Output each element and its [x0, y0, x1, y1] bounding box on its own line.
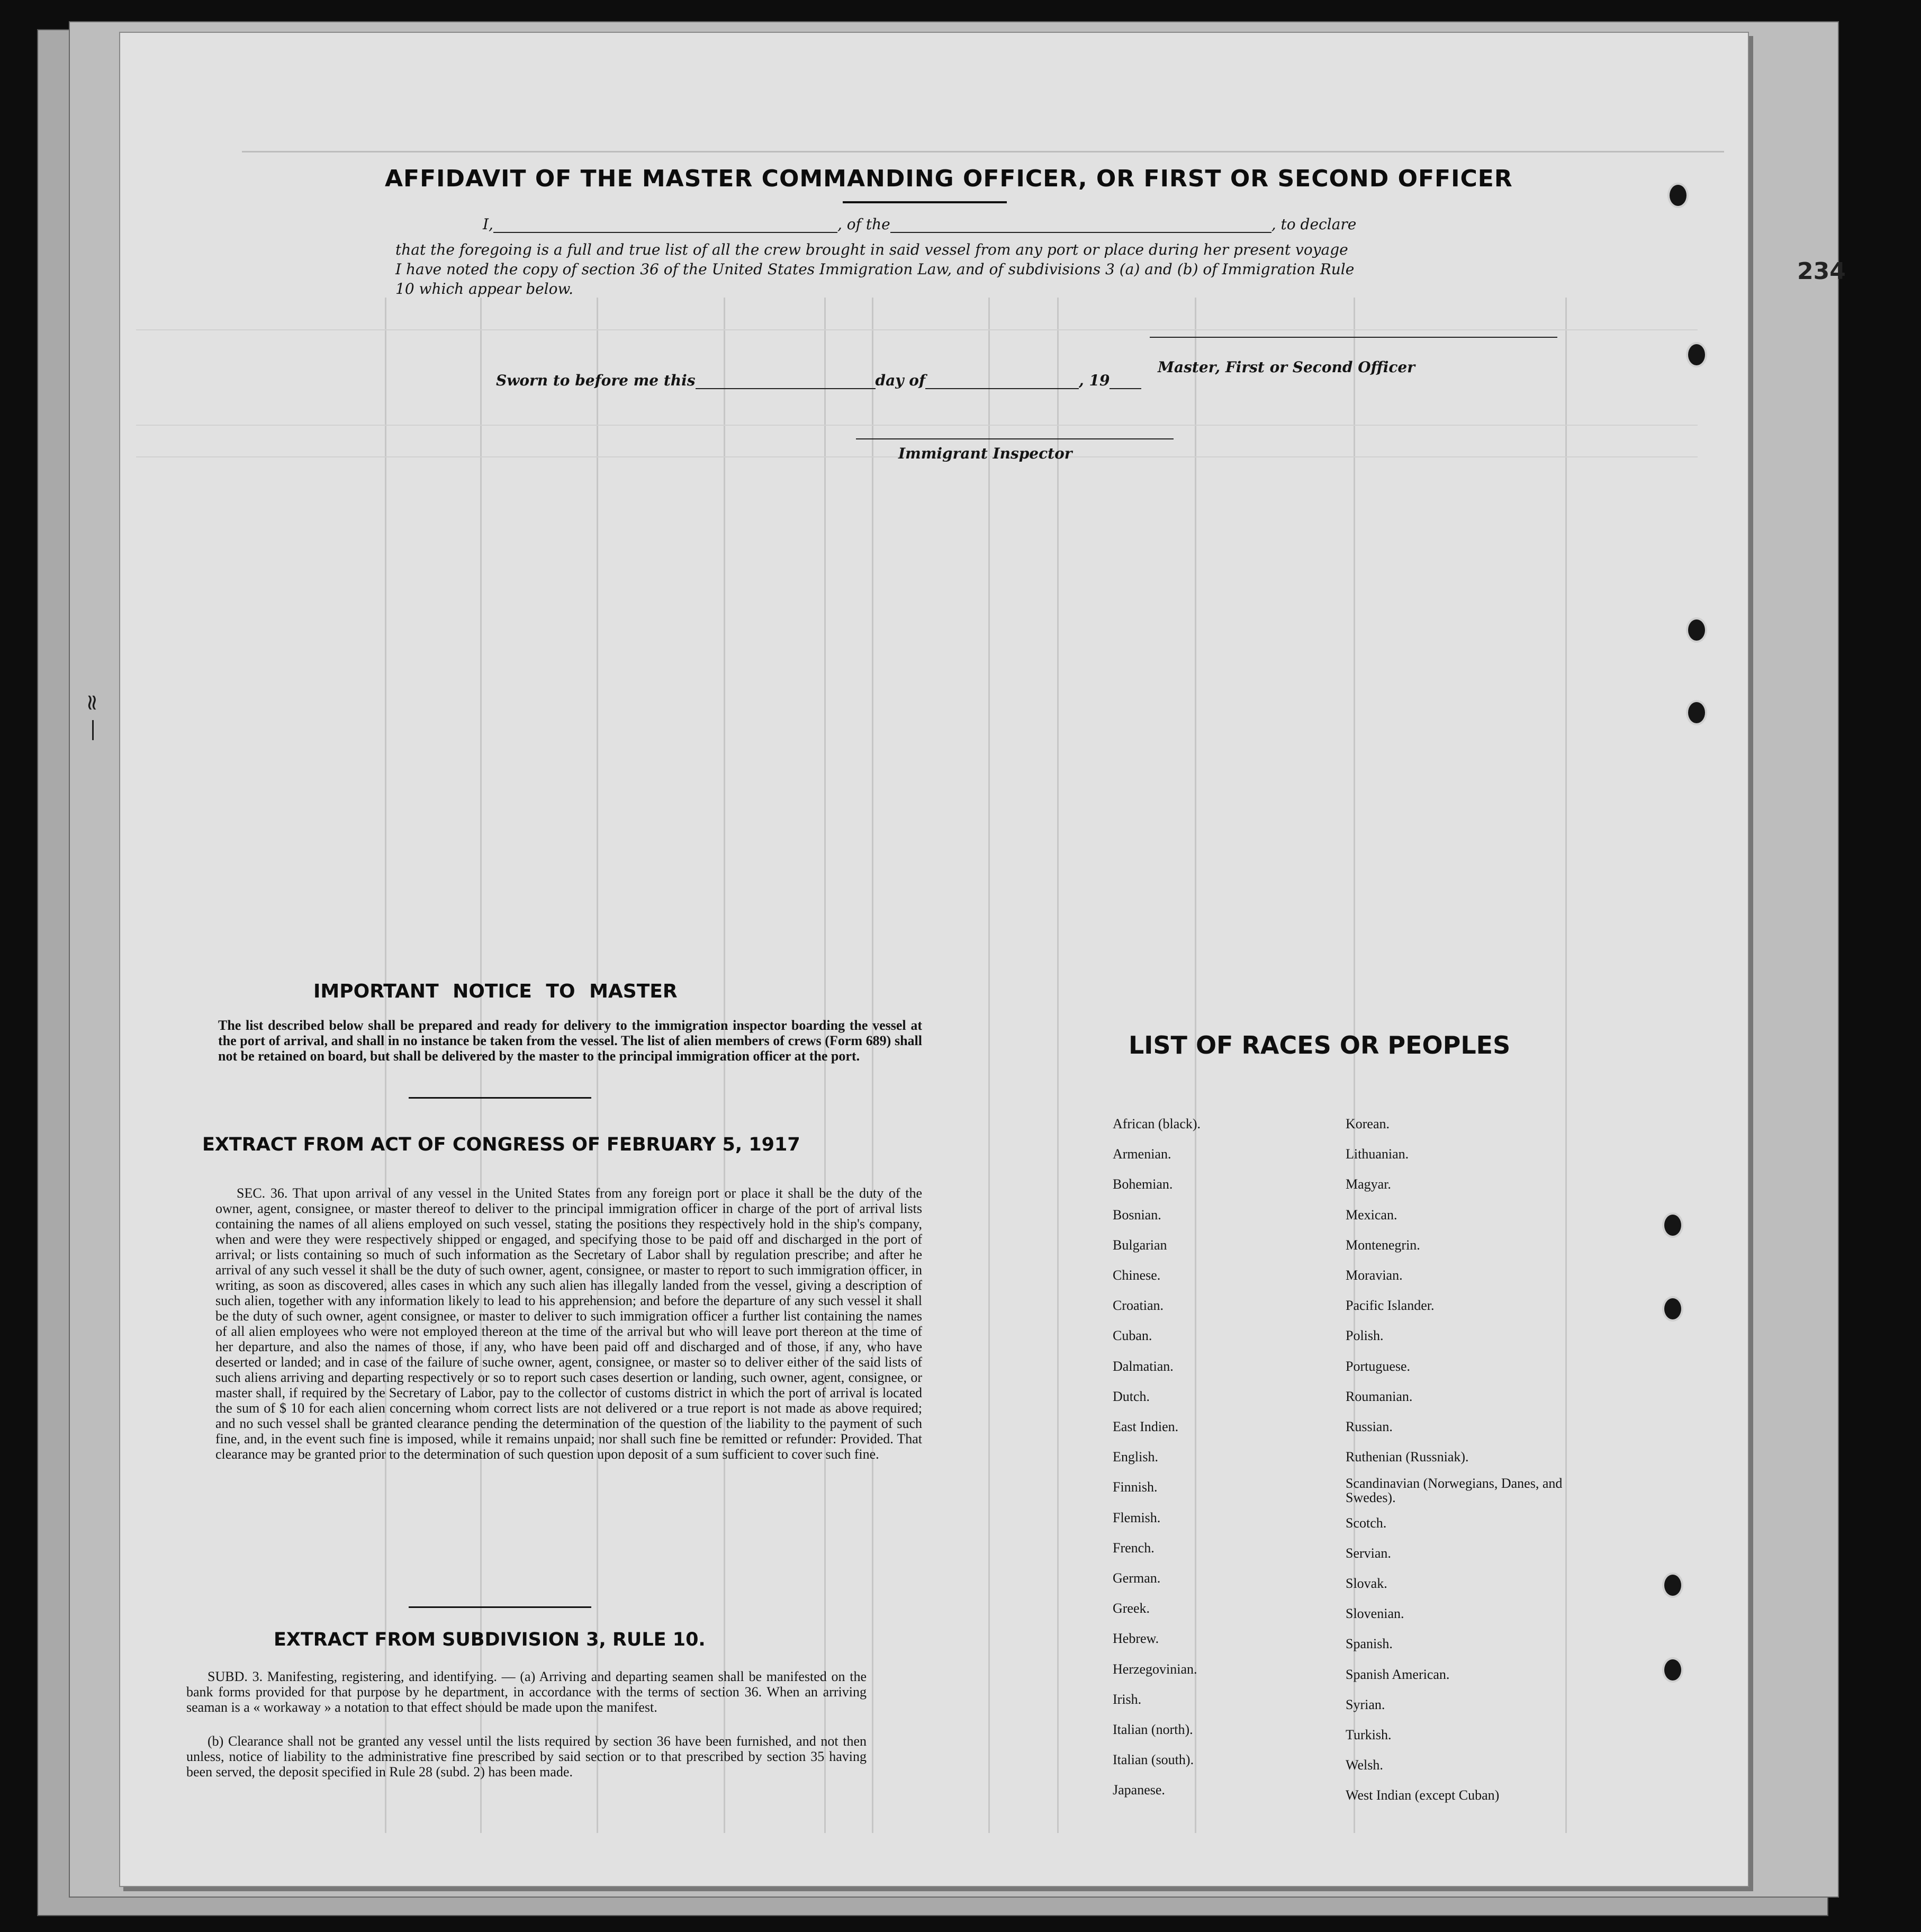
race-item: English.: [1113, 1449, 1158, 1465]
sworn-month-blank[interactable]: [925, 374, 1079, 389]
ghost-column: [1565, 298, 1567, 1833]
race-item: Italian (north).: [1113, 1722, 1193, 1737]
race-item: German.: [1113, 1570, 1161, 1586]
race-item: Pacific Islander.: [1346, 1298, 1435, 1314]
race-item: Ruthenian (Russniak).: [1346, 1449, 1469, 1465]
punch-hole: [1662, 1657, 1683, 1683]
race-item: Armenian.: [1113, 1146, 1171, 1162]
inspector-label: Immigrant Inspector: [898, 445, 1072, 462]
race-item: Spanish.: [1346, 1636, 1393, 1652]
race-item: Slovenian.: [1346, 1606, 1404, 1622]
ghost-column: [597, 298, 598, 1833]
rule-extract-para-a: SUBD. 3. Manifesting, registering, and identifying. — (a) Arriving and departing seamen shall be manifested on the bank forms provided for that purpose by he department, in accordance with the terms of section 36. When an arriving seaman is a « workaway » a notation to that effect should be made upon the manifest.: [186, 1669, 867, 1715]
sworn-line: Sworn to before me this day of , 19: [496, 372, 1141, 389]
ghost-column: [480, 298, 482, 1833]
race-item: Russian.: [1346, 1419, 1393, 1434]
inspector-signature-blank[interactable]: [856, 425, 1174, 439]
race-item: Herzegovinian.: [1113, 1661, 1197, 1677]
race-item: African (black).: [1113, 1116, 1201, 1131]
act-extract-heading: EXTRACT FROM ACT OF CONGRESS OF FEBRUARY 5, 1917: [202, 1134, 800, 1155]
notice-text: The list described below shall be prepared and ready for delivery to the immigration inspector boarding the vessel at the port of arrival, and shall in no instance be taken from the vessel. The list of alien members of crews (Form 689) shall not be retained on board, but shall be delivered by the master to the principal immigration officer at the port.: [218, 1018, 922, 1064]
race-item: Mexican.: [1346, 1207, 1397, 1223]
officer-signature-blank[interactable]: [1150, 323, 1557, 338]
sworn-day-blank[interactable]: [696, 374, 876, 389]
divider-rule: [409, 1606, 591, 1608]
punch-hole: [1667, 183, 1689, 208]
ghost-column: [872, 298, 873, 1833]
race-item: Italian (south).: [1113, 1752, 1194, 1768]
sworn-year-blank[interactable]: [1110, 374, 1141, 389]
ghost-column: [1057, 298, 1059, 1833]
notice-heading: IMPORTANT NOTICE TO MASTER: [313, 981, 678, 1002]
race-item: Greek.: [1113, 1601, 1150, 1616]
ghost-column: [988, 298, 990, 1833]
act-extract-text: SEC. 36. That upon arrival of any vessel in the United States from any foreign port or place it shall be the duty of the owner, agent, consignee, or master thereof to deliver to the principal immigration officer in charge of the port of arrival lists containing the names of all aliens employed on such vessel, stating the positions they respectively hold in the ship's company, when and were they were respectively shipped or engaged, and specifying those to be paid off and discharged in the port of arrival; or lists containing so much of such information as the Secretary of Labor shall by regulation prescribe; and after he arrival of any such vessel it shall be the duty of such owner, agent, consignee, or master to report to such immigration officer, in writing, as soon as discovered, alles cases in which any such alien has illegally landed from the vessel, giving a description of such alien, together with any information likely to lead to his apprehension; and before the departure of any such vessel it shall be the duty of such owner, agent consignee, or master to deliver to such immigration officer a further list containing the names of all alien employees who were not employed thereon at the time of the arrival but who will leave port thereon at the time of her departure, and also the names of those, if any, who have been paid off and discharged and of those, if any, who have deserted or landed; and in case of the failure of suche owner, agent, consignee, or master so to deliver either of the said lists of such aliens arriving and departing respectively or so to report such cases desertion or landing, such owner, agent, consignee, or master shall, if required by the Secretary of Labor, pay to the collector of customs district in which the port of arrival is located the sum of $ 10 for each alien concerning whom correct lists are not delivered or a true report is not made as above required; and no such vessel shall be granted clearance pending the determination of the question of the liability to the payment of such fine, and, in the event such fine is imposed, while it remains unpaid; nor shall such fine be remitted or refunder: Provided. That clearance may be granted prior to the determination of such question upon deposit of a sum sufficient to cover such fine.: [215, 1185, 922, 1462]
affidavit-line-3: I have noted the copy of section 36 of the United States Immigration Law, and of subdivisions 3 (a) and (b) of Immigration Rule: [395, 260, 1355, 278]
ghost-column: [1195, 298, 1196, 1833]
race-item: Syrian.: [1346, 1696, 1385, 1712]
race-item: Scandinavian (Norwegians, Danes, and Swedes).: [1346, 1476, 1563, 1506]
ghost-column: [724, 298, 725, 1833]
race-item: Montenegrin.: [1346, 1237, 1420, 1253]
race-item: Bosnian.: [1113, 1207, 1161, 1223]
affidavit-line-1: I, , of the , to declare: [483, 215, 1357, 233]
race-item: Bulgarian: [1113, 1237, 1167, 1253]
divider-rule: [409, 1097, 591, 1099]
race-item: Lithuanian.: [1346, 1146, 1409, 1162]
affidavit-line-2: that the foregoing is a full and true list of all the crew brought in said vessel from any port or place during her present voyage: [395, 241, 1348, 258]
name-blank[interactable]: [493, 218, 837, 233]
race-item: Moravian.: [1346, 1268, 1403, 1283]
race-item: French.: [1113, 1540, 1155, 1556]
punch-hole: [1686, 342, 1707, 367]
affidavit-title: AFFIDAVIT OF THE MASTER COMMANDING OFFICER, OR FIRST OR SECOND OFFICER: [385, 165, 1513, 192]
title-underline: [843, 201, 1007, 203]
race-item: Finnish.: [1113, 1479, 1158, 1495]
affidavit-page: [119, 32, 1749, 1887]
race-item: Korean.: [1346, 1116, 1390, 1131]
margin-handwriting: — ≈: [78, 693, 104, 741]
race-item: Servian.: [1346, 1545, 1391, 1561]
race-item: Hebrew.: [1113, 1631, 1159, 1647]
race-item: Roumanian.: [1346, 1388, 1413, 1404]
race-item: Spanish American.: [1346, 1666, 1450, 1682]
rule-extract-para-b: (b) Clearance shall not be granted any vessel until the lists required by section 36 have been furnished, and not then unless, notice of liability to the administrative fine prescribed by said section or to that prescribed by section 35 having been served, the deposit specified in Rule 28 (subd. 2) has been made.: [186, 1733, 867, 1780]
ghost-header-rule: [242, 141, 1724, 152]
race-item: Slovak.: [1346, 1576, 1387, 1591]
race-item: Dutch.: [1113, 1388, 1150, 1404]
race-item: Chinese.: [1113, 1268, 1161, 1283]
punch-hole: [1662, 1572, 1683, 1598]
ghost-column: [385, 298, 386, 1833]
ghost-column: [1354, 298, 1355, 1833]
race-item: Polish.: [1346, 1328, 1384, 1344]
page-number: 234: [1797, 258, 1846, 285]
race-item: Portuguese.: [1346, 1358, 1411, 1374]
race-item: Cuban.: [1113, 1328, 1152, 1344]
officer-label: Master, First or Second Officer: [1158, 358, 1415, 376]
race-item: Scotch.: [1346, 1515, 1387, 1531]
punch-hole: [1662, 1296, 1683, 1322]
punch-hole: [1686, 700, 1707, 725]
race-item: Japanese.: [1113, 1782, 1165, 1798]
races-heading: LIST OF RACES OR PEOPLES: [1129, 1031, 1511, 1059]
race-item: West Indian (except Cuban): [1346, 1787, 1500, 1803]
race-item: East Indien.: [1113, 1419, 1179, 1434]
race-item: Dalmatian.: [1113, 1358, 1174, 1374]
punch-hole: [1662, 1212, 1683, 1238]
ghost-column: [824, 298, 826, 1833]
race-item: Irish.: [1113, 1691, 1142, 1707]
race-item: Bohemian.: [1113, 1176, 1173, 1192]
punch-hole: [1686, 617, 1707, 643]
race-item: Croatian.: [1113, 1298, 1164, 1314]
vessel-blank[interactable]: [890, 218, 1271, 233]
affidavit-line-4: 10 which appear below.: [395, 280, 574, 298]
race-item: Magyar.: [1346, 1176, 1391, 1192]
race-item: Welsh.: [1346, 1757, 1383, 1773]
rule-extract-heading: EXTRACT FROM SUBDIVISION 3, RULE 10.: [274, 1629, 706, 1650]
race-item: Turkish.: [1346, 1727, 1392, 1742]
race-item: Flemish.: [1113, 1509, 1161, 1525]
